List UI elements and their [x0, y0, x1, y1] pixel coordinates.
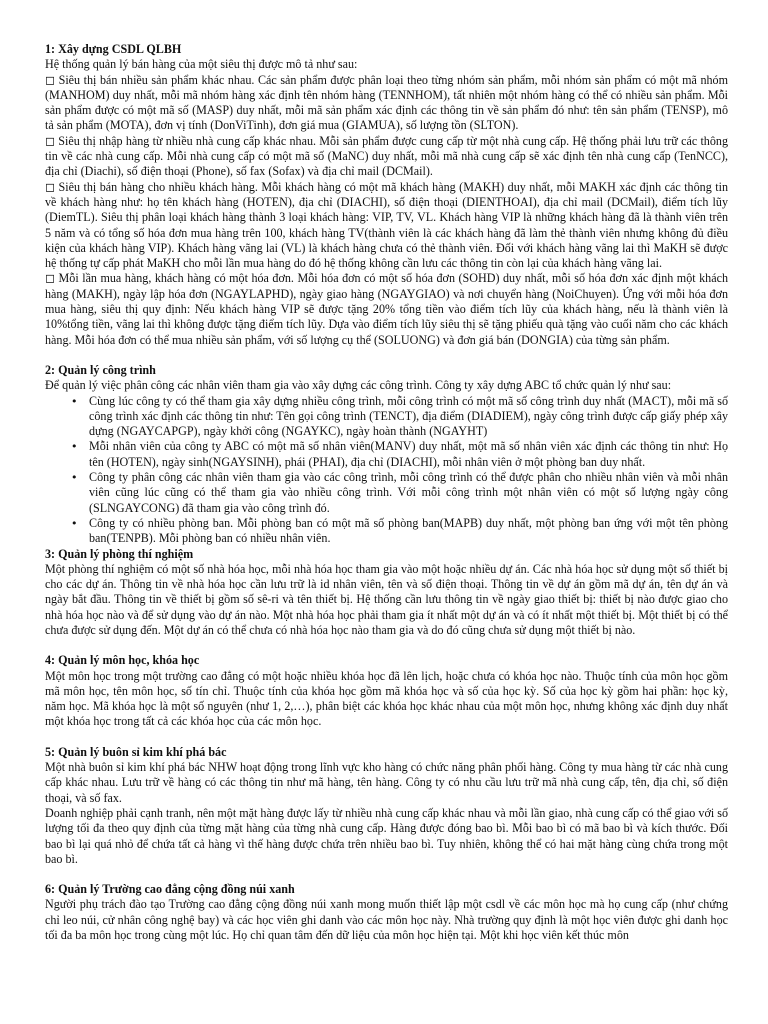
list-item: • Công ty có nhiều phòng ban. Mỗi phòng ban có một mã số phòng ban(MAPB) duy nhất, một phòng ban ứng với một tên phòng ban(TENPB). Mỗi phòng ban có nhiều nhân viên.: [89, 516, 728, 547]
section-heading: 4: Quản lý môn học, khóa học: [45, 653, 200, 668]
bullet-list: [45, 394, 728, 547]
spacer: [45, 730, 728, 745]
spacer: [45, 867, 728, 882]
section-heading: 2: Quản lý công trình: [45, 362, 156, 377]
list-item: • Mỗi nhân viên của công ty ABC có một mã số nhân viên(MANV) duy nhất, một mã số nhân viên xác định các thông tin như: Họ tên (HOTEN), ngày sinh(NGAYSINH), phái (PHAI), địa chỉ (DIACHI), mỗi nhân viên ở một phòng ban duy nhất.: [89, 439, 728, 470]
paragraph: Để quản lý việc phân công các nhân viên tham gia vào xây dựng các công trình. Công ty xây dựng ABC tổ chức quản lý như sau:: [45, 378, 672, 393]
section-heading: 3: Quản lý phòng thí nghiệm: [45, 546, 194, 561]
paragraph: ◻ Mỗi lần mua hàng, khách hàng có một hóa đơn. Mỗi hóa đơn có một số hóa đơn (SOHD) duy nhất, mỗi số hóa đơn xác định một khách hàng (MAKH), ngày lập hóa đơn (NGAYLAPHD), ngày giao hàng (NGAYGIAO) và nơi chuyển hàng (NoiChuyen). Ứng với mỗi hóa đơn mua hàng, siêu thị quy định: Nếu khách hàng VIP sẽ được tặng 20% tổng tiền vào điểm tích lũy của khách hàng, nếu là thành viên là 10%tổng tiền, vãng lai thì không được tặng điểm tích lũy. Dựa vào điểm tích lũy siêu thị sẽ tặng phiếu quà tặng vào cuối năm cho các khách hàng. Mỗi hóa đơn có thể mua nhiều sản phẩm, với số lượng cụ thể (SOLUONG) và đơn giá bán (DONGIA) của từng sản phẩm.: [45, 271, 728, 347]
paragraph: Hệ thống quản lý bán hàng của một siêu thị được mô tả như sau:: [45, 57, 358, 72]
paragraph: ◻ Siêu thị bán nhiều sản phẩm khác nhau. Các sản phẩm được phân loại theo từng nhóm sản phẩm, mỗi nhóm sản phẩm có một mã nhóm (MANHOM) duy nhất, mỗi mã nhóm hàng xác định tên nhóm hàng (TENNHOM), tất nhiên một nhóm hàng có thể có nhiều sản phẩm. Mỗi sản phẩm được có một mã số (MASP) duy nhất, mỗi mã sản phẩm xác định các thông tin về sản phẩm đó như: tên sản phẩm (TENSP), mô tả sản phẩm (MOTA), đơn vị tính (DonViTinh), đơn giá mua (GIAMUA), số lượng tồn (SLTON).: [45, 72, 728, 133]
section-heading: 6: Quản lý Trường cao đẳng cộng đồng núi xanh: [45, 882, 295, 897]
paragraph: Người phụ trách đào tạo Trường cao đẳng cộng đồng núi xanh mong muốn thiết lập một csdl về các môn học mà họ cung cấp (như chứng chỉ leo núi, cử nhân công nghệ bay) và các học viên ghi danh vào các môn học này. Nhà trường quy định là một học viên được ghi danh học tối đa ba môn học trong cùng một lúc. Họ chỉ quan tâm đến dữ liệu của môn học hiện tại. Một khi học viên kết thúc môn: [45, 897, 728, 943]
list-item: • Công ty phân công các nhân viên tham gia vào các công trình, mỗi công trình có thể được phân cho nhiều nhân viên và mỗi nhân viên cũng lúc cũng có thể tham gia vào nhiều công trình. Với mỗi công trình một nhân viên có một số lượng ngày công (SLNGAYCONG) đã tham gia vào công trình đó.: [89, 470, 728, 516]
section-5: [45, 745, 728, 867]
paragraph: Một phòng thí nghiệm có một số nhà hóa học, mỗi nhà hóa học tham gia vào một hoặc nhiều dự án. Các nhà hóa học sử dụng một số thiết bị cho các dự án. Thông tin về nhà hóa học cần lưu trữ là id nhân viên, tên và số điện thoại. Thông tin về dự án gồm mã dự án, tên dự án và ngày bắt đầu. Thông tin về thiết bị gồm số sê-ri và tên thiết bị. Hệ thống cần lưu thông tin về ngày giao thiết bị: thiết bị nào được giao cho nhà hóa học nào và để sử dụng vào dự án nào. Một nhà hóa học phải tham gia ít nhất một dự án và có ít nhất một thiết bị. Một thiết bị có thể chưa được sử dụng đến. Một dự án có thể chưa có nhà hóa học nào tham gia và do đó cũng chưa sử dụng một thiết bị nào.: [45, 561, 728, 637]
spacer: [45, 638, 728, 653]
section-heading: 1: Xây dựng CSDL QLBH: [45, 42, 182, 56]
paragraph: Một nhà buôn sỉ kim khí phá bác NHW hoạt động trong lĩnh vực kho hàng có chức năng phân phối hàng. Công ty mua hàng từ các nhà cung cấp khác nhau. Lưu trữ về hàng có các thông tin như mã hàng, tên hàng. Công ty có nhu cầu lưu trữ mã nhà cung cấp, tên, địa chỉ, số điện thoại, và số fax.: [45, 760, 728, 805]
section-3: [45, 547, 728, 639]
section-2: [45, 363, 728, 547]
paragraph: Một môn học trong một trường cao đẳng có một hoặc nhiều khóa học đã lên lịch, hoặc chưa có khóa học nào. Thuộc tính của môn học gồm mã môn học, tên môn học, số tín chỉ. Thuộc tính của khóa học gồm mã khóa học và số của học kỳ. Số của học kỳ gồm hai phần: học kỳ, năm học. Mã khóa học là một số nguyên (như 1, 2,…), phân biệt các khóa học khác nhau của một môn học, nhưng không xác định duy nhất một khóa học trong tất cả các khóa học của các môn học.: [45, 668, 728, 729]
section-1: [45, 42, 728, 348]
paragraph: ◻ Siêu thị bán hàng cho nhiều khách hàng. Mỗi khách hàng có một mã khách hàng (MAKH) duy nhất, mỗi MAKH xác định các thông tin về khách hàng như: họ tên khách hàng (HOTEN), địa chỉ (DIACHI), số điện thoại (DIENTHOAI), địa chỉ mail (DCMail), điểm tích lũy (DiemTL). Siêu thị phân loại khách hàng thành 3 loại khách hàng: VIP, TV, VL. Khách hàng VIP là những khách hàng đã là thành viên trên 5 năm và có tổng số hóa đơn mua hàng trên 100, khách hàng TV(thành viên là các khách hàng đã làm thẻ thành viên nhưng không đủ điều kiện của khách hàng VIP). Khách hàng vãng lai (VL) là khách hàng chưa có thẻ thành viên. Đối với khách hàng vãng lai thì MaKH sẽ được hệ thống tự cấp phát MaKH cho mỗi lần mua hàng do đó hệ thống không cần lưu các thông tin còn lại của khách hàng vãng lai.: [45, 179, 728, 271]
spacer: [45, 348, 728, 363]
section-6: [45, 882, 728, 943]
list-item: • Cùng lúc công ty có thể tham gia xây dựng nhiều công trình, mỗi công trình có một mã số công trình duy nhất (MACT), mỗi mã số công trình xác định các thông tin như: Tên gọi công trình (TENCT), địa điểm (DIADIEM), ngày công trình được cấp giấy phép xây dựng (NGAYCAPGP), ngày khởi công (NGAYKC), ngày hoàn thành (NGAYHT): [89, 394, 728, 440]
section-4: [45, 653, 728, 729]
paragraph: Doanh nghiệp phải cạnh tranh, nên một mặt hàng được lấy từ nhiều nhà cung cấp khác nhau và mỗi lần giao, nhà cung cấp có thể giao với số lượng tối đa theo quy định của từng mặt hàng của từng nhà cung cấp. Hàng được đóng bao bì. Mỗi bao bì có mã bao bì và kích thước. Đối bao bì lại quá nhỏ để chứa tất cả hàng vì thế hàng được chứa trên nhiều bao bì. Tuy nhiên, không thể có hai mặt hàng cùng chứa trong một bao bì.: [45, 805, 728, 866]
section-heading: 5: Quản lý buôn sỉ kim khí phá bác: [45, 744, 227, 759]
paragraph: ◻ Siêu thị nhập hàng từ nhiều nhà cung cấp khác nhau. Mỗi sản phẩm được cung cấp từ một nhà cung cấp. Hệ thống phải lưu trữ các thông tin về các nhà cung cấp. Mỗi nhà cung cấp có một mã số (MaNC) duy nhất, mỗi mã nhà cung cấp sẽ xác định tên nhà cung cấp (TenNCC), địa chỉ (Diachi), số điện thoại (Phone), số fax (Sofax) và địa chỉ mail (DCMail).: [45, 133, 728, 179]
